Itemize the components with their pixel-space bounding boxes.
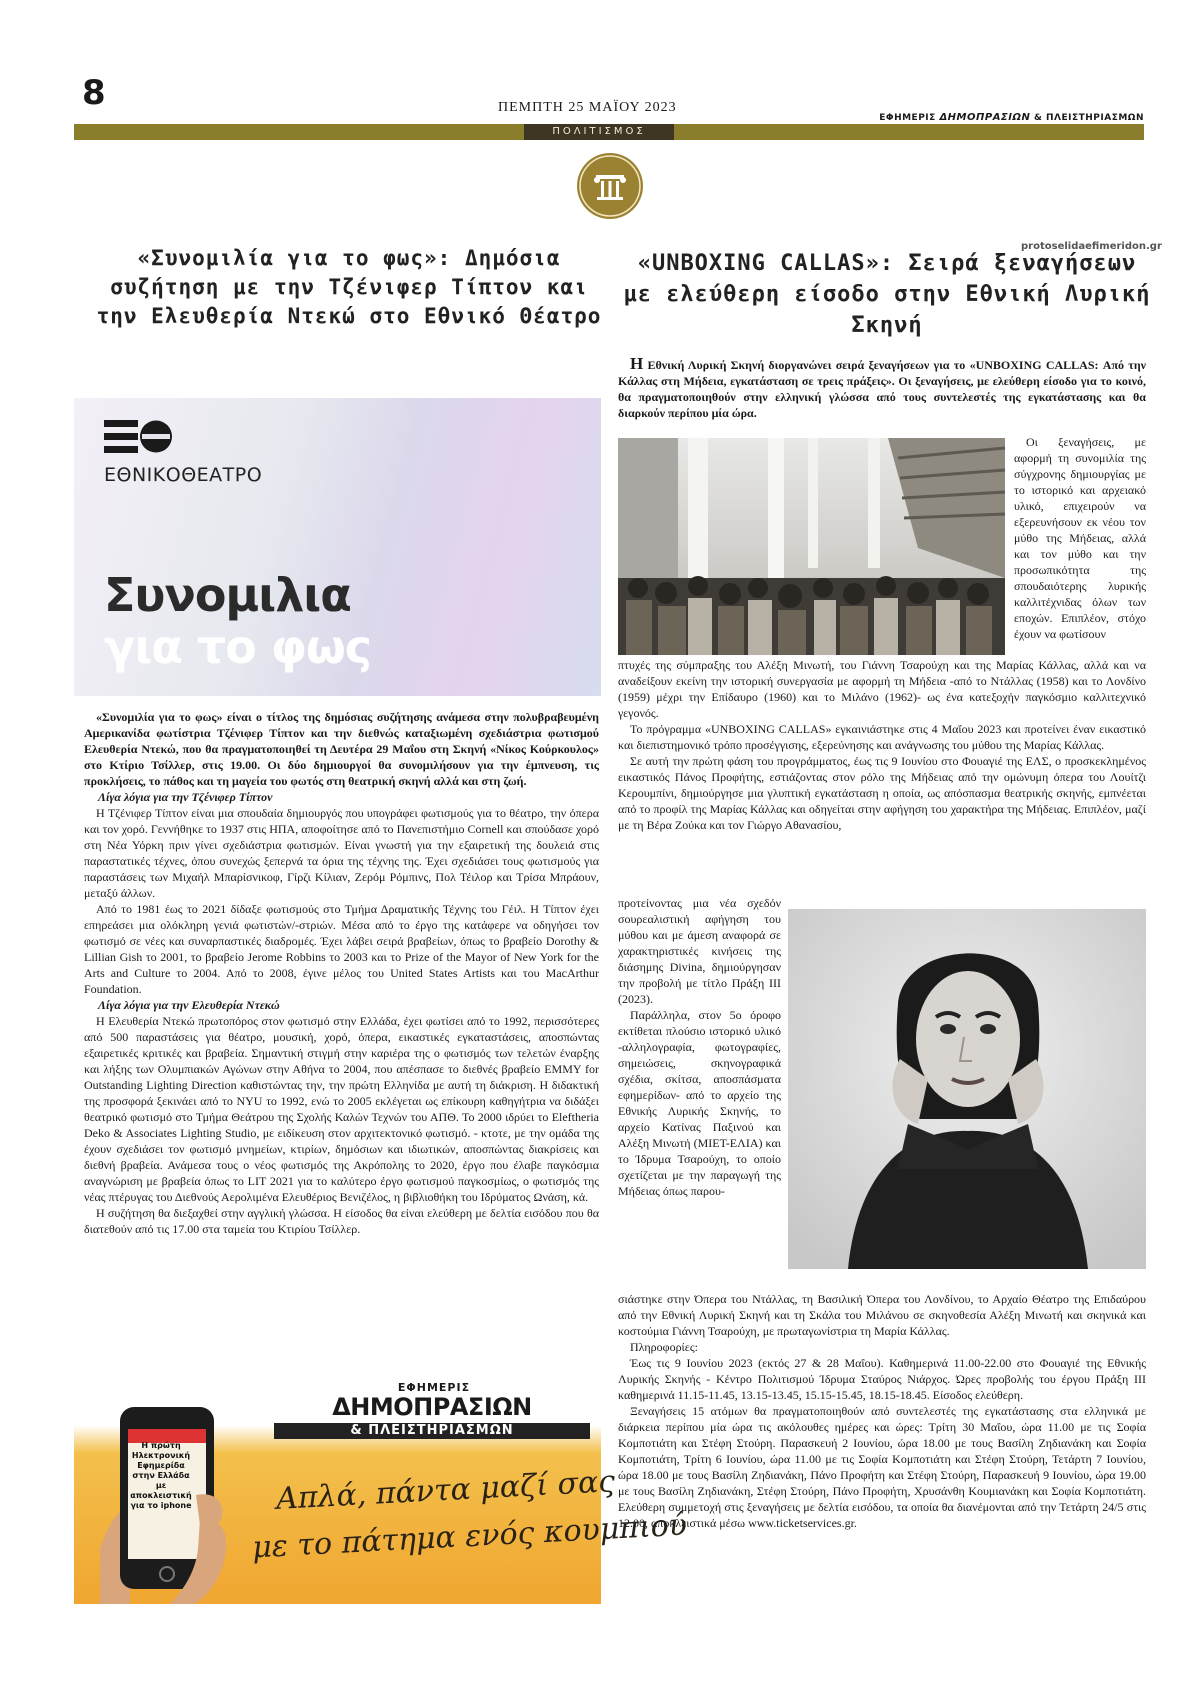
- national-theatre-logo-icon: [104, 418, 174, 458]
- masthead-name: ΔΗΜΟΠΡΑΣΙΩΝ: [939, 112, 1031, 123]
- ad-slogan-line-1: Απλά, πάντα μαζί σας: [275, 1464, 616, 1517]
- ad-brand-suffix: & ΠΛΕΙΣΤΗΡΙΑΣΜΩΝ: [274, 1423, 590, 1439]
- lead-dropcap: Η: [630, 354, 644, 373]
- crowd-in-foyer-image: [618, 438, 1005, 655]
- callas-portrait-photo: [788, 909, 1146, 1269]
- right-headline: «UNBOXING CALLAS»: Σειρά ξεναγήσεων με ελεύθερη είσοδο στην Εθνική Λυρική Σκηνή: [623, 251, 1151, 338]
- opera-foyer-photo: [618, 438, 1005, 655]
- left-article-body: [84, 709, 599, 1352]
- left-lead: «Συνομιλία για το φως» είναι ο τίτλος της δημόσιας συζήτησης ανάμεσα στην πολυβραβευμένη Αμερικανίδα φωτίστρια Τζένιφερ Τίπτον και την διεθνώς καταξιωμένη σχεδιάστρια φωτισμού Ελευθερία Ντεκώ, που θα πραγματοποιηθεί τη Δευτέρα 29 Μαΐου στη Σκηνή «Νίκος Κούρκουλος» στο Κτίριο Τσίλλερ, στις 19.00. Οι δύο δημιουργοί θα συνομιλήσουν για την έμπνευση, τις προκλήσεις, το πάθος και τη μαγεία του φωτός στη θεατρική σκηνή αλλά και στη ζωή.: [84, 710, 599, 788]
- right-paragraph: σιάστηκε στην Όπερα του Ντάλλας, τη Βασιλική Όπερα του Λονδίνου, το Αρχαίο Θέατρο της Επιδαύρου από την Εθνική Λυρική Σκηνή και τη Σκάλα του Μιλάνου σε σκηνοθεσία Αλέξη Μινωτή και σκηνικά και κοστούμια Γιάννη Τσαρούχη, με πρωταγωνίστρια τη Μαρία Κάλλας.: [618, 1292, 1146, 1338]
- poster-logo-text: ΕΘΝΙΚΟΘΕΑΤΡΟ: [104, 464, 263, 486]
- theatre-poster: [74, 398, 601, 696]
- right-lead-text: Εθνική Λυρική Σκηνή διοργανώνει σειρά ξεναγήσεων για το «UNBOXING CALLAS: Από την Κάλλας στη Μήδεια, εγκατάσταση σε τρεις πράξεις». Οι ξεναγήσεις, με ελεύθερη είσοδο για το κοινό, θα πραγματοποιηθούν στην ελληνική γλώσσα από τους συντελεστές της εγκατάστασης και θα διαρκούν περίπου μία ώρα.: [618, 358, 1146, 420]
- left-paragraph: Η Τζένιφερ Τίπτον είναι μια σπουδαία δημιουργός που υπογράφει φωτισμούς για το θέατρο, την όπερα και τον χορό. Γεννήθηκε το 1937 στις ΗΠΑ, αποφοίτησε από το Πανεπιστήμιο Cornell και σπούδασε χορό στη Νέα Υόρκη πριν γίνει σχεδιάστρια φωτισμών. Είναι γνωστή για την εξαιρετική της δουλειά στις παραστατικές τέχνες, όπου συνεχώς ξεπερνά τα όρια της τέχνης της. Έχει σχεδιάσει τους φωτισμούς για παραστάσεις των Μιχαήλ Μπαρίσνικοφ, Γίρζι Κίλιαν, Ζερόμ Ρόμπινς, Πολ Τέιλορ και Τρίσα Μπράουν, μεταξύ άλλων.: [84, 806, 599, 900]
- ionic-column-icon: [577, 153, 643, 219]
- right-paragraph: Παράλληλα, στον 5ο όροφο εκτίθεται πλούσιο ιστορικό υλικό -αλληλογραφία, φωτογραφίες, σημειώσεις, σκηνογραφικά σχέδια, σκίτσα, αποσπάσματα εφημερίδων- από το αρχείο της Εθνικής Λυρικής Σκηνής, το αρχείο Κατίνας Παξινού και Αλέξη Μινωτή (ΜΙΕΤ-ΕΛΙΑ) και το Ίδρυμα Τσαρούχη, το οποίο σχετίζεται με την παραγωγή της Μήδειας όπως παρου-: [618, 1008, 781, 1198]
- right-narrow-column-2: [618, 895, 781, 1290]
- page-number: 8: [82, 73, 106, 113]
- ad-brand-prefix: ΕΦΗΜΕΡΙΣ: [397, 1381, 471, 1394]
- ad-brand-name: ΔΗΜΟΠΡΑΣΙΩΝ: [332, 1393, 532, 1421]
- left-subhead-tipton: Λίγα λόγια για την Τζένιφερ Τίπτον: [98, 790, 273, 804]
- poster-title-line-2: για το φως: [104, 620, 372, 674]
- left-paragraph: Από το 1981 έως το 2021 δίδαξε φωτισμούς στο Τμήμα Δραματικής Τέχνης του Γέιλ. Η Τίπτον έχει επηρεάσει μια ολόκληρη γενιά φωτιστών/-στριών. Μέσα από το έργο της κατάφερε να οδηγήσει τον φωτισμό σε νέες και συναρπαστικές διαδρομές. Έχει λάβει σειρά βραβείων, όπως το βραβείο Dorothy & Lillian Gish το 2001, το βραβείο Jerome Robbins το 2003 και το Prize of the Mayor of New York for the Arts and Culture το 2004. Από το 2008, έγινε μέλος του United States Artists και του MacArthur Foundation.: [84, 902, 599, 996]
- ad-phone-screen-text: Η πρώτη Ηλεκτρονική Εφημερίδα στην Ελλάδα με αποκλειστική για το iphone: [130, 1441, 192, 1510]
- poster-title-line-1: Συνομιλια: [104, 568, 351, 622]
- right-paragraph: Ξεναγήσεις 15 ατόμων θα πραγματοποιηθούν από συντελεστές της εγκατάστασης στα ελληνικά με διάρκεια περίπου μία ώρα τις ακόλουθες ημέρες και ώρες: Τρίτη 30 Μαΐου, ώρα 11.00 με τις Σοφία Κομποτιάτη και Στέφη Στούρη. Παρασκευή 2 Ιουνίου, ώρα 18.00 με τους Βασίλη Ζηδιανάκη και Σοφία Κομποτιάτη, Τρίτη 6 Ιουνίου, ώρα 11.00 με τις Σοφία Κομποτιάτη και Στέφη Στούρη, Τετάρτη 7 Ιουνίου, ώρα 18.00 με τους Βασίλη Ζηδιανάκη, Πάνο Προφήτη και Στέφη Στούρη, Παρασκευή 9 Ιουνίου, ώρα 19.00 με τους Βασίλη Ζηδιανάκη, Στέφη Στούρη, Πάνο Προφήτη, Χρυσάνθη Κουμιανάκη και Σοφία Κομποτιάτη. Ελεύθερη συμμετοχή στις ξεναγήσεις με δελτία εισόδου, τα οποία θα διανέμονται από την Τετάρτη 24/5 στις 12.00, αποκλειστικά μέσω www.ticketservices.gr.: [618, 1404, 1146, 1530]
- source-watermark: protoselidaefimeridon.gr: [1021, 241, 1162, 252]
- right-paragraph: Σε αυτή την πρώτη φάση του προγράμματος, έως τις 9 Ιουνίου στο Φουαγιέ της ΕΛΣ, ο προσκεκλημένος εικαστικός Πάνος Προφήτης, εστιάζοντας στον ρόλο της Μήδειας από την ομώνυμη όπερα του Λουίτζι Κερουμπίνι, δημιούργησε μια γλυπτική εγκατάσταση η οποία, ως απόσπασμα θεατρικής σκηνής, εμπνέεται από το προφίλ της Μαρίας Κάλλας και οδηγείται στην αφήγηση του χαρακτήρα της Μήδειας. Επιπλέον, μαζί με τη Βέρα Ζούκα και τον Γιώργο Αθανασίου,: [618, 754, 1146, 832]
- maria-callas-portrait-image: [788, 909, 1146, 1269]
- right-paragraph: προτείνοντας μια νέα σχεδόν σουρεαλιστική αφήγηση του μύθου και με άμεση αναφορά σε χαρακτηριστικές κινήσεις της διάσημης Divina, δημιούργησαν την προβολή με τίτλο Πράξη ΙΙΙ (2023).: [618, 896, 781, 1006]
- right-paragraph: πτυχές της σύμπραξης του Αλέξη Μινωτή, του Γιάννη Τσαρούχη και της Μαρίας Κάλλας, αλλά και να αναδείξουν εκείνη την ιστορική συνεργασία με αφορμή τη Μήδεια -από το Ντάλλας (1958) και το Λονδίνο (1959) μέχρι την Επίδαυρο (1960) και το Μιλάνο (1962)- ως ένα κατεξοχήν παγκόσμιο καλλιτεχνικό γεγονός.: [618, 658, 1146, 720]
- section-label: ΠΟΛΙΤΙΣΜΟΣ: [524, 124, 674, 140]
- right-paragraph: Έως τις 9 Ιουνίου 2023 (εκτός 27 & 28 Μαΐου). Καθημερινά 11.00-22.00 στο Φουαγιέ της Εθνικής Λυρικής Σκηνής - Κέντρο Πολιτισμού Ίδρυμα Σταύρος Νιάρχος. Ώρες προβολής του έργου Πράξη ΙΙΙ καθημερινά 11.15-11.45, 13.15-13.45, 15.15-15.45, 18.15-18.45. Είσοδος ελεύθερη.: [618, 1356, 1146, 1402]
- ad-slogan-line-2: με το πάτημα ενός κουμπιού: [251, 1507, 688, 1566]
- right-paragraph: Οι ξεναγήσεις, με αφορμή τη συνομιλία της σύγχρονης δημιουργίας με το ιστορικό και αρχειακό υλικό, επιχειρούν να εξερευνήσουν εκ νέου τον μύθο της Μήδειας, αλλά και τον μύθο και την προσωπικότητα της σπουδαιότερης λυρικής καλλιτέχνιδας όλων των εποχών. Επιπλέον, στόχο έχουν να φωτίσουν: [1014, 435, 1146, 641]
- right-narrow-column-1: [1014, 434, 1146, 655]
- masthead-prefix: ΕΦΗΜΕΡΙΣ: [879, 113, 936, 123]
- right-article-bottom: [618, 1291, 1146, 1631]
- right-article-middle: [618, 657, 1146, 894]
- left-paragraph: Η Ελευθερία Ντεκώ πρωτοπόρος στον φωτισμό στην Ελλάδα, έχει φωτίσει από το 1992, περισσότερες από 500 παραστάσεις για θέατρο, μουσική, χορό, όπερα, εικαστικές εγκαταστάσεις, αποσπώντας εξαιρετικές κριτικές και βραβεία. Σημαντική στιγμή στην καριέρα της ο φωτισμός των τελετών έναρξης και λήξης των Ολυμπιακών Αγώνων στην Αθήνα το 2004, που απέσπασε το διεθνές βραβείο EMMY for Outstanding Lighting Direction καθιστώντας την, την πρώτη Ελληνίδα με αυτή τη διάκριση. Η διδακτική της προσφορά ξεκινάει από το NYU το 1992, ενώ το 2005 εκλέγεται ως επίκουρη καθηγήτρια να διδάξει θεατρικό φωτισμό στο Τμήμα Θεάτρου της Σχολής Καλών Τεχνών του ΑΠΘ. Το 2000 ιδρύει το Eleftheria Deko & Associates Lighting Studio, με ειδίκευση στον αρχιτεκτονικό φωτισμό. - κτοτε, με την ομάδα της έχουν σχεδιάσει τον φωτισμό μνημείων, κτιρίων, δημόσιων και ιδιωτικών, αποσπώντας διακρίσεις και διεθνή βραβεία. Ανάμεσα τους ο νέος φωτισμός της Ακρόπολης το 2020, έργο που έλαβε παγκόσμια αναγνώριση με βραβεία όπως το LIT 2021 για το καλύτερο έργο φωτισμού παγκοσμίως, ο φωτισμός της νέας πτέρυγας του Διεθνούς Αερολιμένα Ελευθέριος Βενιζέλος, η βιβλιοθήκη του Ιδρύματος Ωνάση, κά.: [84, 1014, 599, 1204]
- newspaper-app-ad: [74, 1375, 688, 1604]
- masthead-suffix: & ΠΛΕΙΣΤΗΡΙΑΣΜΩΝ: [1034, 113, 1144, 123]
- right-paragraph: Το πρόγραμμα «UNBOXING CALLAS» εγκαινιάστηκε στις 4 Μαΐου 2023 και προτείνει έναν εικαστικό και διεπιστημονικό τρόπο προσέγγισης, εξερεύνησης και ανάγνωσης του μύθου της Μαρίας Κάλλας.: [618, 722, 1146, 752]
- left-headline: «Συνομιλία για το φως»: Δημόσια συζήτηση με την Τζένιφερ Τίπτον και την Ελευθερία Ντεκώ στο Εθνικό Θέατρο: [96, 246, 602, 328]
- info-label: Πληροφορίες:: [630, 1340, 698, 1354]
- column-emblem: [577, 153, 643, 219]
- right-lead: [618, 356, 1146, 421]
- left-paragraph: Η συζήτηση θα διεξαχθεί στην αγγλική γλώσσα. Η είσοδος θα είναι ελεύθερη με δελτία εισόδου που θα διατεθούν από τις 17.00 στα ταμεία του Κτιρίου Τσίλλερ.: [84, 1206, 599, 1236]
- masthead-mini: [879, 112, 1144, 123]
- right-lead-paragraph: [618, 356, 1146, 421]
- left-subhead-deko: Λίγα λόγια για την Ελευθερία Ντεκώ: [98, 998, 280, 1012]
- issue-date: ΠΕΜΠΤΗ 25 ΜΑΪΟΥ 2023: [498, 100, 677, 115]
